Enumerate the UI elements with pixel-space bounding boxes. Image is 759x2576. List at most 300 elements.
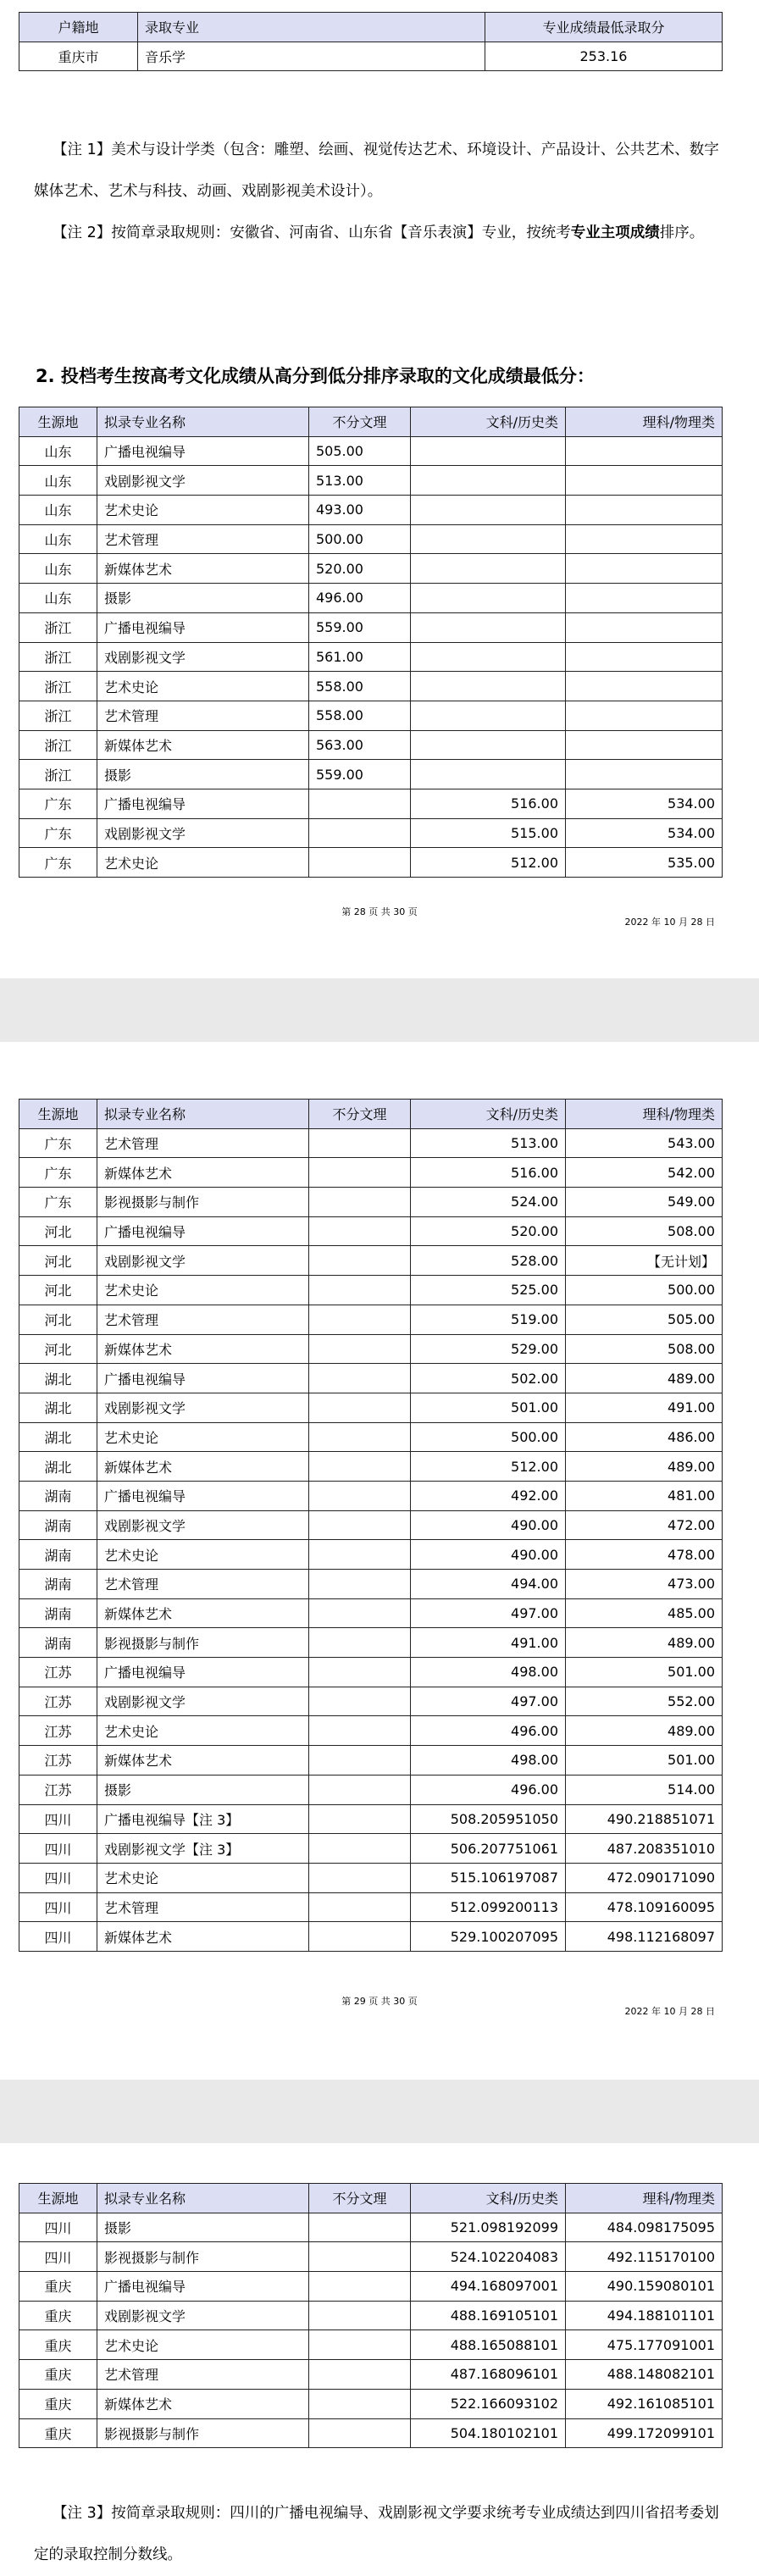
table-cell: 490.00: [411, 1510, 566, 1540]
table-cell: 520.00: [309, 554, 411, 584]
table-cell: 四川: [19, 1834, 97, 1864]
table-cell: [309, 1746, 411, 1776]
table-cell: 516.00: [411, 789, 566, 818]
table-cell: 519.00: [411, 1305, 566, 1334]
table-cell: 广播电视编导: [97, 1481, 309, 1510]
table-cell: 广播电视编导: [97, 789, 309, 818]
table-cell: 494.188101101: [566, 2301, 723, 2330]
table-cell: 浙江: [19, 642, 97, 672]
table-cell: 520.00: [411, 1216, 566, 1246]
table-cell: 504.180102101: [411, 2418, 566, 2448]
table-cell: 广东: [19, 1158, 97, 1188]
table-row: [19, 1922, 723, 1952]
page-number: 第 29 页 共 30 页: [341, 1996, 418, 2007]
table-row: [19, 612, 723, 642]
table-cell: 472.00: [566, 1510, 723, 1540]
table-cell: [309, 1570, 411, 1599]
table-cell: 湖南: [19, 1481, 97, 1510]
page-gap: [0, 2080, 759, 2143]
table-cell: 496.00: [411, 1775, 566, 1804]
table-cell: 534.00: [566, 818, 723, 848]
table-cell: 影视摄影与制作: [97, 2242, 309, 2272]
table-cell: 561.00: [309, 642, 411, 672]
table-cell: 河北: [19, 1305, 97, 1334]
table-cell: 新媒体艺术: [97, 554, 309, 584]
table-cell: 478.00: [566, 1540, 723, 1570]
table-cell: [309, 1863, 411, 1892]
note-2: [34, 213, 722, 254]
table-cell: [566, 642, 723, 672]
table-cell: 491.00: [566, 1393, 723, 1422]
table-row: [19, 436, 723, 466]
table-cell: [309, 1716, 411, 1746]
table-cell: 广东: [19, 848, 97, 878]
table-cell: 508.00: [566, 1216, 723, 1246]
table-cell: 重庆: [19, 2330, 97, 2360]
table-cell: 494.00: [411, 1570, 566, 1599]
section-2-heading: 2. 投档考生按高考文化成绩从高分到低分排序录取的文化成绩最低分：: [36, 366, 595, 386]
table-cell: [309, 1687, 411, 1716]
table-row: [19, 554, 723, 584]
table-cell: 512.00: [411, 848, 566, 878]
table-row: [19, 1804, 723, 1834]
header-cell: 不分文理: [309, 2184, 411, 2213]
table-cell: 影视摄影与制作: [97, 2418, 309, 2448]
table-cell: [566, 554, 723, 584]
table-cell: 摄影: [97, 760, 309, 789]
table-cell: 新媒体艺术: [97, 2389, 309, 2418]
table-cell: 戏剧影视文学: [97, 466, 309, 496]
table-cell: 广播电视编导: [97, 436, 309, 466]
table-cell: [309, 1510, 411, 1540]
table-header-row: [19, 1100, 723, 1129]
table-cell: 502.00: [411, 1364, 566, 1393]
table-cell: 山东: [19, 584, 97, 613]
document-page-30: [0, 2143, 759, 2571]
table-cell: 472.090171090: [566, 1863, 723, 1892]
table-row: [19, 2242, 723, 2272]
table-cell: [566, 466, 723, 496]
table-cell: 497.00: [411, 1598, 566, 1628]
table-cell: 516.00: [411, 1158, 566, 1188]
table-cell: 戏剧影视文学: [97, 642, 309, 672]
table-cell: 山东: [19, 466, 97, 496]
table-cell: 广东: [19, 1128, 97, 1158]
header-cell: 生源地: [19, 2184, 97, 2213]
table-cell: 543.00: [566, 1128, 723, 1158]
table-cell: 广播电视编导【注 3】: [97, 1804, 309, 1834]
table-cell: 艺术史论: [97, 672, 309, 701]
table-cell: [566, 496, 723, 525]
table-row: [19, 1628, 723, 1658]
header-cell: 文科/历史类: [411, 1100, 566, 1129]
table-cell: 【无计划】: [566, 1246, 723, 1276]
table-cell: 戏剧影视文学: [97, 1246, 309, 1276]
table-row: [19, 642, 723, 672]
table-cell: [309, 818, 411, 848]
table-cell: 河北: [19, 1276, 97, 1305]
table-cell: 湖北: [19, 1364, 97, 1393]
table-cell: 489.00: [566, 1716, 723, 1746]
table-cell: 478.109160095: [566, 1892, 723, 1922]
table-cell: 496.00: [411, 1716, 566, 1746]
table-cell: 481.00: [566, 1481, 723, 1510]
table-cell: 492.161085101: [566, 2389, 723, 2418]
table-cell: [309, 2301, 411, 2330]
table-cell: [309, 848, 411, 878]
table-row: [19, 2389, 723, 2418]
table-cell: [411, 524, 566, 554]
table-row: [19, 1598, 723, 1628]
table-cell: 487.208351010: [566, 1834, 723, 1864]
table-cell: 505.00: [566, 1305, 723, 1334]
table-row: [19, 1863, 723, 1892]
table-cell: 艺术管理: [97, 2360, 309, 2390]
table-cell: 摄影: [97, 584, 309, 613]
table-cell: [309, 2330, 411, 2360]
table-cell: 湖北: [19, 1422, 97, 1452]
table-cell: 508.00: [566, 1334, 723, 1364]
table-cell: [411, 760, 566, 789]
table-header-row: [19, 13, 723, 42]
table-cell: 513.00: [309, 466, 411, 496]
table-cell: 广东: [19, 1188, 97, 1217]
table-row: [19, 2301, 723, 2330]
table-row: [19, 1687, 723, 1716]
table-cell: 490.218851071: [566, 1804, 723, 1834]
table-cell: 艺术管理: [97, 1570, 309, 1599]
table-cell: 534.00: [566, 789, 723, 818]
table-cell: 500.00: [566, 1276, 723, 1305]
table-cell: [566, 760, 723, 789]
table-cell: 湖南: [19, 1570, 97, 1599]
table-cell: [309, 1540, 411, 1570]
table-cell: 江苏: [19, 1658, 97, 1687]
table-cell: [309, 1922, 411, 1952]
table-row: [19, 2360, 723, 2390]
table-row: [19, 496, 723, 525]
table-cell: 498.00: [411, 1658, 566, 1687]
table-cell: 512.00: [411, 1452, 566, 1482]
table-row: [19, 730, 723, 760]
table-cell: 湖北: [19, 1393, 97, 1422]
table-cell: [566, 436, 723, 466]
table-cell: 489.00: [566, 1452, 723, 1482]
table-cell: 542.00: [566, 1158, 723, 1188]
table-row: [19, 1775, 723, 1804]
table-cell: [309, 1628, 411, 1658]
table-cell: 浙江: [19, 730, 97, 760]
table-row: [19, 1834, 723, 1864]
table-row: [19, 672, 723, 701]
table-cell: 558.00: [309, 701, 411, 730]
music-score-table: [19, 12, 723, 71]
table-cell: 508.205951050: [411, 1804, 566, 1834]
header-cell: 文科/历史类: [411, 407, 566, 437]
table-row: [19, 1364, 723, 1393]
table-cell: 四川: [19, 1892, 97, 1922]
table-cell: 493.00: [309, 496, 411, 525]
table-cell: 浙江: [19, 612, 97, 642]
table-cell: [411, 612, 566, 642]
table-cell: 494.168097001: [411, 2272, 566, 2302]
table-cell: [411, 436, 566, 466]
table-cell: 重庆: [19, 2301, 97, 2330]
table-cell: [309, 1246, 411, 1276]
table-cell: 498.00: [411, 1746, 566, 1776]
table-cell: 浙江: [19, 760, 97, 789]
table-cell: 512.099200113: [411, 1892, 566, 1922]
header-cell: 拟录专业名称: [97, 407, 309, 437]
table-row: [19, 584, 723, 613]
table-cell: 500.00: [309, 524, 411, 554]
table-cell: 河北: [19, 1246, 97, 1276]
header-cell: 不分文理: [309, 1100, 411, 1129]
table-cell: 496.00: [309, 584, 411, 613]
table-cell: [309, 2418, 411, 2448]
table-cell: 524.102204083: [411, 2242, 566, 2272]
table-cell: 新媒体艺术: [97, 1452, 309, 1482]
table-cell: 489.00: [566, 1364, 723, 1393]
table-cell: 湖南: [19, 1510, 97, 1540]
table-cell: 488.148082101: [566, 2360, 723, 2390]
table-cell: 515.106197087: [411, 1863, 566, 1892]
table-cell: 江苏: [19, 1716, 97, 1746]
table-row: [19, 760, 723, 789]
table-cell: 戏剧影视文学: [97, 818, 309, 848]
table-cell: 486.00: [566, 1422, 723, 1452]
table-cell: [309, 1158, 411, 1188]
header-cell: 录取专业: [138, 13, 485, 42]
table-cell: [566, 730, 723, 760]
table-cell: [411, 642, 566, 672]
table-cell: 影视摄影与制作: [97, 1628, 309, 1658]
table-cell: 艺术管理: [97, 524, 309, 554]
table-cell: 广播电视编导: [97, 1216, 309, 1246]
table-cell: 新媒体艺术: [97, 1746, 309, 1776]
table-row: [19, 1892, 723, 1922]
table-cell: 戏剧影视文学【注 3】: [97, 1834, 309, 1864]
table-cell: [309, 1658, 411, 1687]
table-cell: 艺术管理: [97, 1305, 309, 1334]
table-cell: 江苏: [19, 1775, 97, 1804]
table-cell: 521.098192099: [411, 2213, 566, 2242]
table-cell: 艺术史论: [97, 1422, 309, 1452]
table-cell: [411, 672, 566, 701]
table-cell: 广播电视编导: [97, 1658, 309, 1687]
table-cell: 529.00: [411, 1334, 566, 1364]
table-cell: [309, 1804, 411, 1834]
table-cell: 新媒体艺术: [97, 1158, 309, 1188]
table-cell: 501.00: [566, 1746, 723, 1776]
table-cell: 四川: [19, 2213, 97, 2242]
table-cell: 487.168096101: [411, 2360, 566, 2390]
table-cell: 549.00: [566, 1188, 723, 1217]
table-cell: 499.172099101: [566, 2418, 723, 2448]
table-cell: [309, 1188, 411, 1217]
table-cell: 新媒体艺术: [97, 1922, 309, 1952]
table-row: [19, 1658, 723, 1687]
table-cell: 475.177091001: [566, 2330, 723, 2360]
table-row: [19, 1481, 723, 1510]
table-cell: [309, 1276, 411, 1305]
table-cell: 501.00: [411, 1393, 566, 1422]
table-cell: 广播电视编导: [97, 612, 309, 642]
table-cell: [309, 2360, 411, 2390]
table-row: [19, 848, 723, 878]
table-cell: 500.00: [411, 1422, 566, 1452]
table-cell: 新媒体艺术: [97, 1334, 309, 1364]
note-2-text: 【注 2】按简章录取规则：安徽省、河南省、山东省【音乐表演】专业，按统考: [53, 224, 571, 241]
table-cell: [566, 612, 723, 642]
table-row: [19, 2272, 723, 2302]
table-cell: [566, 524, 723, 554]
table-row: [19, 1452, 723, 1482]
table-cell: 528.00: [411, 1246, 566, 1276]
table-row: [19, 1393, 723, 1422]
table-cell: 492.115170100: [566, 2242, 723, 2272]
table-cell: 498.112168097: [566, 1922, 723, 1952]
table-cell: 489.00: [566, 1628, 723, 1658]
table-cell: [309, 1481, 411, 1510]
header-cell: 文科/历史类: [411, 2184, 566, 2213]
table-cell: 501.00: [566, 1658, 723, 1687]
header-cell: 不分文理: [309, 407, 411, 437]
header-cell: 理科/物理类: [566, 2184, 723, 2213]
table-cell: [309, 1305, 411, 1334]
table-cell: 艺术史论: [97, 848, 309, 878]
header-cell: 理科/物理类: [566, 407, 723, 437]
table-row: [19, 701, 723, 730]
table-cell: [309, 1892, 411, 1922]
page-gap: [0, 978, 759, 1042]
score-table-page-30: [19, 2183, 723, 2448]
table-cell: 497.00: [411, 1687, 566, 1716]
note-3: 【注 3】按简章录取规则：四川的广播电视编导、戏剧影视文学要求统考专业成绩达到四川省招考委划定的录取控制分数线。: [34, 2505, 719, 2563]
table-row: [19, 524, 723, 554]
table-cell: [566, 672, 723, 701]
table-cell: 新媒体艺术: [97, 730, 309, 760]
table-cell: [309, 1364, 411, 1393]
table-cell: 473.00: [566, 1570, 723, 1599]
table-cell: 艺术管理: [97, 701, 309, 730]
table-cell: 山东: [19, 524, 97, 554]
table-cell: 戏剧影视文学: [97, 1393, 309, 1422]
table-row: [19, 1216, 723, 1246]
table-cell: 525.00: [411, 1276, 566, 1305]
table-cell: [309, 1834, 411, 1864]
table-cell: [411, 466, 566, 496]
table-cell: 四川: [19, 1922, 97, 1952]
table-row: [19, 1570, 723, 1599]
table-cell: [309, 2272, 411, 2302]
table-row: [19, 466, 723, 496]
table-cell: [309, 1334, 411, 1364]
table-cell: [411, 730, 566, 760]
table-cell: 摄影: [97, 2213, 309, 2242]
note-1: 【注 1】美术与设计学类（包含：雕塑、绘画、视觉传达艺术、环境设计、产品设计、公共艺术、数字媒体艺术、艺术与科技、动画、戏剧影视美术设计）。: [34, 141, 719, 200]
table-cell: 戏剧影视文学: [97, 1687, 309, 1716]
table-cell: [411, 554, 566, 584]
table-cell: [309, 1775, 411, 1804]
table-cell: [411, 496, 566, 525]
table-cell: 广播电视编导: [97, 1364, 309, 1393]
table-cell: 山东: [19, 554, 97, 584]
table-cell: 艺术史论: [97, 1716, 309, 1746]
table-cell: 524.00: [411, 1188, 566, 1217]
table-cell: [309, 789, 411, 818]
table-cell: 江苏: [19, 1687, 97, 1716]
table-row: [19, 1276, 723, 1305]
table-cell: 重庆: [19, 2272, 97, 2302]
table-cell: 488.169105101: [411, 2301, 566, 2330]
table-cell: 艺术管理: [97, 1128, 309, 1158]
note-2-tail: 排序。: [659, 224, 705, 241]
table-row: [19, 1305, 723, 1334]
table-cell: 重庆市: [19, 42, 138, 71]
header-cell: 理科/物理类: [566, 1100, 723, 1129]
table-row: [19, 1510, 723, 1540]
table-cell: 广播电视编导: [97, 2272, 309, 2302]
table-cell: 488.165088101: [411, 2330, 566, 2360]
table-cell: [309, 1422, 411, 1452]
page-number: 第 28 页 共 30 页: [341, 906, 418, 917]
table-cell: 河北: [19, 1334, 97, 1364]
table-cell: 513.00: [411, 1128, 566, 1158]
table-row: [19, 1540, 723, 1570]
table-cell: 戏剧影视文学: [97, 2301, 309, 2330]
table-cell: 492.00: [411, 1481, 566, 1510]
table-cell: 重庆: [19, 2389, 97, 2418]
table-cell: 新媒体艺术: [97, 1598, 309, 1628]
header-cell: 生源地: [19, 1100, 97, 1129]
table-row: [19, 2418, 723, 2448]
table-cell: 563.00: [309, 730, 411, 760]
table-cell: 四川: [19, 2242, 97, 2272]
table-cell: [411, 584, 566, 613]
table-row: [19, 1128, 723, 1158]
table-cell: 506.207751061: [411, 1834, 566, 1864]
header-cell: 拟录专业名称: [97, 1100, 309, 1129]
table-cell: 重庆: [19, 2360, 97, 2390]
table-cell: 515.00: [411, 818, 566, 848]
table-cell: [309, 2389, 411, 2418]
table-cell: 影视摄影与制作: [97, 1188, 309, 1217]
table-cell: 艺术史论: [97, 2330, 309, 2360]
page-date: 2022 年 10 月 28 日: [624, 2006, 715, 2017]
table-cell: 山东: [19, 436, 97, 466]
table-cell: 湖南: [19, 1628, 97, 1658]
table-cell: 江苏: [19, 1746, 97, 1776]
table-row: [19, 2330, 723, 2360]
table-row: [19, 2213, 723, 2242]
table-cell: 558.00: [309, 672, 411, 701]
table-cell: 湖南: [19, 1540, 97, 1570]
table-cell: 559.00: [309, 612, 411, 642]
table-row: [19, 42, 723, 71]
table-cell: 戏剧影视文学: [97, 1510, 309, 1540]
header-cell: 专业成绩最低录取分: [485, 13, 723, 42]
table-cell: 湖南: [19, 1598, 97, 1628]
header-cell: 户籍地: [19, 13, 138, 42]
table-cell: [411, 701, 566, 730]
table-cell: 253.16: [485, 42, 723, 71]
table-cell: 529.100207095: [411, 1922, 566, 1952]
table-row: [19, 818, 723, 848]
page-date: 2022 年 10 月 28 日: [624, 917, 715, 928]
table-row: [19, 1746, 723, 1776]
table-cell: 514.00: [566, 1775, 723, 1804]
